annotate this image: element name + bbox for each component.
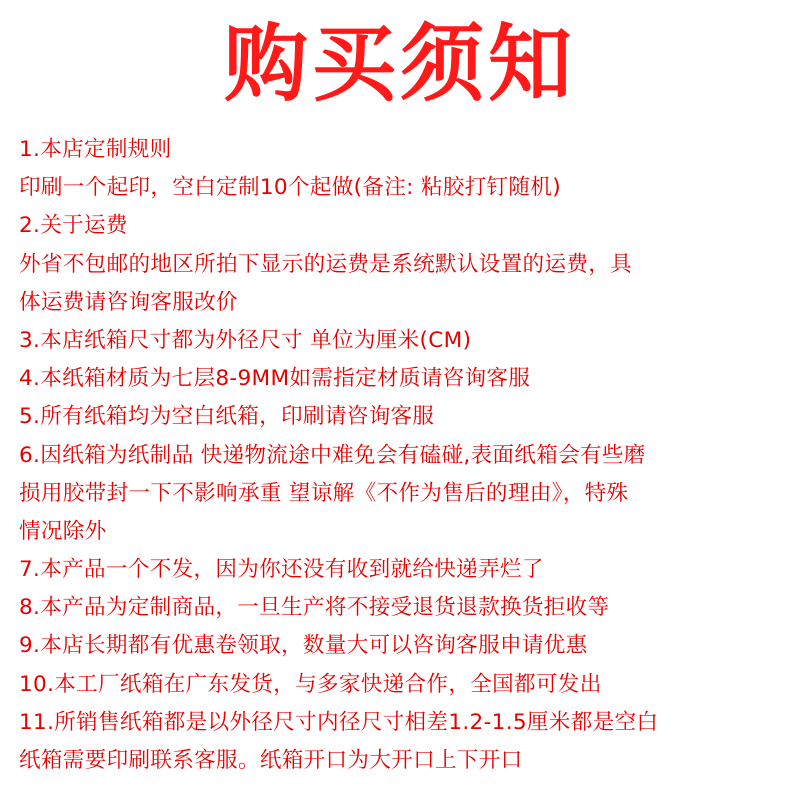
notice-line: 5.所有纸箱均为空白纸箱，印刷请咨询客服 xyxy=(19,404,435,430)
notice-line: 情况除外 xyxy=(19,518,107,544)
notice-line: 损用胶带封一下不影响承重 望谅解《不作为售后的理由》，特殊 xyxy=(19,480,629,506)
notice-line: 11.所销售纸箱都是以外径尺寸内径尺寸相差1.2-1.5厘米都是空白 xyxy=(19,709,659,735)
notice-line: 外省不包邮的地区所拍下显示的运费是系统默认设置的运费，具 xyxy=(19,251,633,277)
notice-line: 4.本纸箱材质为七层8-9MM如需指定材质请咨询客服 xyxy=(19,366,531,392)
notice-line: 2.关于运费 xyxy=(19,213,128,239)
page-title: 购买须知 xyxy=(223,15,576,113)
notice-line: 7.本产品一个不发，因为你还没有收到就给快递弄烂了 xyxy=(19,557,544,583)
notice-line: 9.本店长期都有优惠卷领取，数量大可以咨询客服申请优惠 xyxy=(19,633,588,659)
notice-line: 10.本工厂纸箱在广东发货，与多家快递合作，全国都可发出 xyxy=(19,671,602,697)
notice-line: 6.因纸箱为纸制品 快递物流途中难免会有磕碰,表面纸箱会有些磨 xyxy=(19,442,646,468)
notice-line: 3.本店纸箱尺寸都为外径尺寸 单位为厘米(CM) xyxy=(19,327,472,353)
notice-line: 体运费请咨询客服改价 xyxy=(19,289,238,315)
notice-line: 纸箱需要印刷联系客服。纸箱开口为大开口上下开口 xyxy=(19,748,523,773)
notice-line: 8.本产品为定制商品，一旦生产将不接受退货退款换货拒收等 xyxy=(19,595,610,621)
notice-line: 印刷一个起印，空白定制10个起做(备注: 粘胶打钉随机) xyxy=(19,175,561,201)
notice-line: 1.本店定制规则 xyxy=(19,137,172,162)
notice-text-block xyxy=(19,131,789,780)
